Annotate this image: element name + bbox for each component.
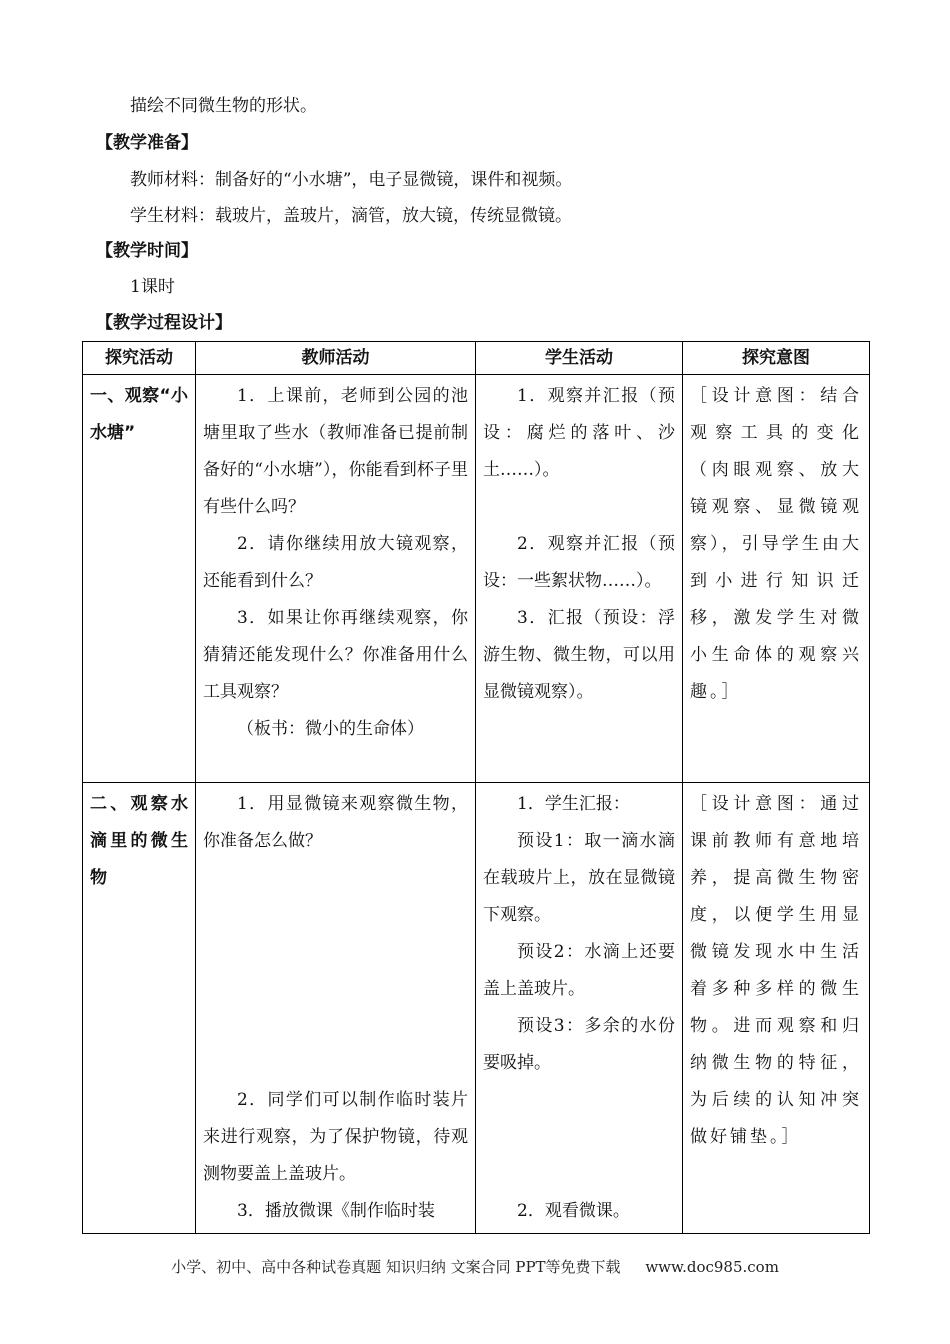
time-value: 1课时 — [130, 277, 175, 297]
teacher-step: 3．播放微课《制作临时装 — [237, 1201, 435, 1221]
header-activity: 探究活动 — [83, 342, 196, 375]
intent-cell: ［设计意图：结合观察工具的变化（肉眼观察、放大镜观察、显微镜观察），引导学生由大到小进行知识迁移，激发学生对微小生命体的观察兴趣。］ — [683, 375, 870, 783]
prep-heading: 【教学准备】 — [96, 133, 198, 153]
teacher-step: 2．同学们可以制作临时装片来进行观察，为了保护物镜，待观测物要盖上盖玻片。 — [203, 1090, 468, 1184]
student-step: 2．观察并汇报（预设：一些絮状物……）。 — [483, 534, 675, 591]
student-step: 1．观察并汇报（预设：腐烂的落叶、沙土……）。 — [483, 386, 675, 480]
board-note: （板书：微小的生命体） — [237, 719, 424, 739]
teacher-materials: 教师材料：制备好的“小水塘”，电子显微镜，课件和视频。 — [130, 170, 573, 190]
teacher-step: 3．如果让你再继续观察，你猜猜还能发现什么？你准备用什么工具观察？ — [203, 608, 468, 702]
student-step: 2．观看微课。 — [517, 1201, 630, 1221]
student-step: 1．学生汇报： — [517, 794, 630, 814]
process-table — [82, 341, 870, 1234]
teacher-step: 1．上课前，老师到公园的池塘里取了些水（教师准备已提前制备好的“小水塘”），你能看到杯子里有些什么吗？ — [203, 386, 468, 517]
student-step: 3．汇报（预设：浮游生物、微生物，可以用显微镜观察）。 — [483, 608, 675, 702]
footer — [0, 1256, 950, 1277]
header-intent: 探究意图 — [683, 342, 870, 375]
student-step: 预设1：取一滴水滴在载玻片上，放在显微镜下观察。 — [483, 831, 675, 925]
intent-cell: ［设计意图：通过课前教师有意地培养，提高微生物密度，以便学生用显微镜发现水中生活着多种多样的微生物。进而观察和归纳微生物的特征，为后续的认知冲突做好铺垫。］ — [683, 783, 870, 1234]
footer-text: 小学、初中、高中各种试卷真题 知识归纳 文案合同 PPT等免费下载 — [171, 1258, 621, 1276]
student-cell — [476, 375, 683, 783]
footer-url[interactable]: www.doc985.com — [645, 1258, 779, 1276]
header-teacher: 教师活动 — [196, 342, 476, 375]
table-row — [83, 783, 870, 1234]
teacher-cell — [196, 375, 476, 783]
teacher-cell — [196, 783, 476, 1234]
process-heading: 【教学过程设计】 — [96, 313, 232, 333]
activity-cell: 一、观察“小水塘” — [83, 375, 196, 783]
intro-line: 描绘不同微生物的形状。 — [130, 96, 317, 116]
student-step: 预设3：多余的水份要吸掉。 — [483, 1016, 675, 1073]
student-materials: 学生材料：载玻片，盖玻片，滴管，放大镜，传统显微镜。 — [130, 206, 572, 226]
activity-cell: 二、观察水滴里的微生物 — [83, 783, 196, 1234]
table-header-row — [83, 342, 870, 375]
table-row — [83, 375, 870, 783]
student-step: 预设2：水滴上还要盖上盖玻片。 — [483, 942, 675, 999]
header-student: 学生活动 — [476, 342, 683, 375]
teacher-step: 2．请你继续用放大镜观察，还能看到什么？ — [203, 534, 468, 591]
time-heading: 【教学时间】 — [96, 241, 198, 261]
teacher-step: 1．用显微镜来观察微生物，你准备怎么做？ — [203, 794, 468, 851]
student-cell — [476, 783, 683, 1234]
